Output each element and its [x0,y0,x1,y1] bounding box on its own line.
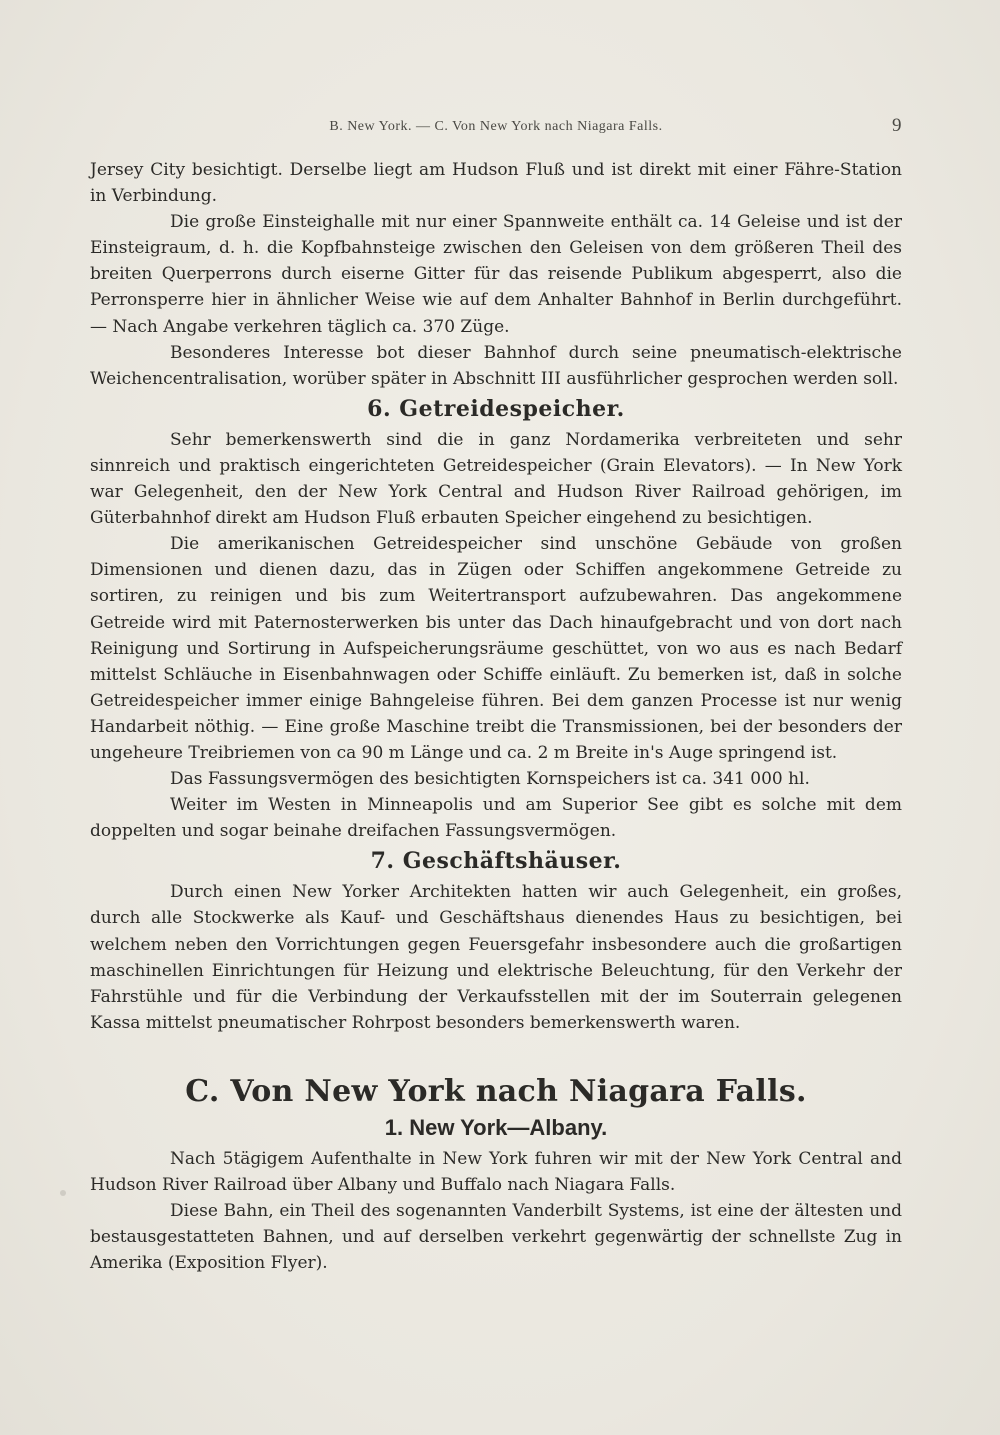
paragraph: Nach 5tägigem Aufenthalte in New York fuhren wir mit der New York Central and Hudson River Railroad über Albany und Buffalo nach Niagara Falls. [90,1149,902,1196]
paragraph: Besonderes Interesse bot dieser Bahnhof durch seine pneumatisch-elektrische Weichencentralisation, worüber später in Abschnitt III ausführlicher gesprochen werden soll. [90,342,902,389]
section-heading-geschaeftshaeuser: 7. Geschäftshäuser. [370,848,622,875]
paragraph: Sehr bemerkenswerth sind die in ganz Nordamerika verbreiteten und sehr sinnreich und praktisch eingerichteten Getreidespeicher (Grain Elevators). — In New York war Gelegenheit, den der New York Central and Hudson River Railroad gehörigen, im Güterbahnhof direkt am Hudson Fluß erbauten Speicher eingehend zu besichtigen. [90,429,902,529]
section-b-text [90,157,902,1036]
paragraph: Weiter im Westen in Minneapolis und am Superior See gibt es solche mit dem doppelten und sogar beinahe dreifachen Fassungsvermögen. [90,795,902,842]
paper-speck [60,1190,66,1196]
part-heading: C. Von New York nach Niagara Falls. [185,1074,807,1109]
paragraph: Durch einen New Yorker Architekten hatten wir auch Gelegenheit, ein großes, durch alle Stockwerke als Kauf- und Geschäftshaus dienendes Haus zu besichtigen, bei welchem neben den Vorrichtungen gegen Feuersgefahr insbesondere auch die großartigen maschinellen Einrichtungen für Heizung und elektrische Beleuchtung, für den Verkehr der Fahrstühle und für die Verbindung der Verkaufsstellen mit der im Souterrain gelegenen Kassa mittelst pneumatischer Rohrpost besonders bemerkenswerth waren. [90,882,902,1033]
page-header [90,115,902,139]
paragraph: Das Fassungsvermögen des besichtigten Kornspeichers ist ca. 341 000 hl. [170,769,810,790]
paragraph: Die amerikanischen Getreidespeicher sind unschöne Gebäude von großen Dimensionen und dienen dazu, das in Zügen oder Schiffen angekommene Getreide zu sortiren, zu reinigen und bis zum Weitertransport aufzubewahren. Das angekommene Getreide wird mit Paternosterwerken bis unter das Dach hinaufgebracht und von dort nach Reinigung und Sortirung in Aufspeicherungsräume geschüttet, von wo aus es nach Bedarf mittelst Schläuche in Eisenbahnwagen oder Schiffe einläuft. Zu bemerken ist, daß in solche Getreidespeicher immer einige Bahngeleise führen. Bei dem ganzen Processe ist nur wenig Handarbeit nöthig. — Eine große Maschine treibt die Transmissionen, bei der besonders der ungeheure Treibriemen von ca 90 m Länge und ca. 2 m Breite in's Auge springend ist. [90,534,902,763]
subsection-heading: 1. New York—Albany. [384,1115,608,1140]
page-number: 9 [892,115,902,136]
paragraph: Die große Einsteighalle mit nur einer Spannweite enthält ca. 14 Geleise und ist der Einsteigraum, d. h. die Kopfbahnsteige zwischen den Geleisen von dem größeren Theil des breiten Querperrons durch eiserne Gitter für das reisende Publikum abgesperrt, also die Perronsperre hier in ähnlicher Weise wie auf dem Anhalter Bahnhof in Berlin durchgeführt. — Nach Angabe verkehren täglich ca. 370 Züge. [90,212,902,337]
part-c-text [90,1074,902,1276]
paragraph: Jersey City besichtigt. Derselbe liegt am Hudson Fluß und ist direkt mit einer Fähre-Station in Verbindung. [90,160,902,207]
running-head: B. New York. — C. Von New York nach Niagara Falls. [329,119,663,134]
paragraph: Diese Bahn, ein Theil des sogenannten Vanderbilt Systems, ist eine der ältesten und bestausgestatteten Bahnen, und auf derselben verkehrt gegenwärtig der schnellste Zug in Amerika (Exposition Flyer). [90,1201,902,1274]
section-heading-getreidespeicher: 6. Getreidespeicher. [367,395,625,422]
